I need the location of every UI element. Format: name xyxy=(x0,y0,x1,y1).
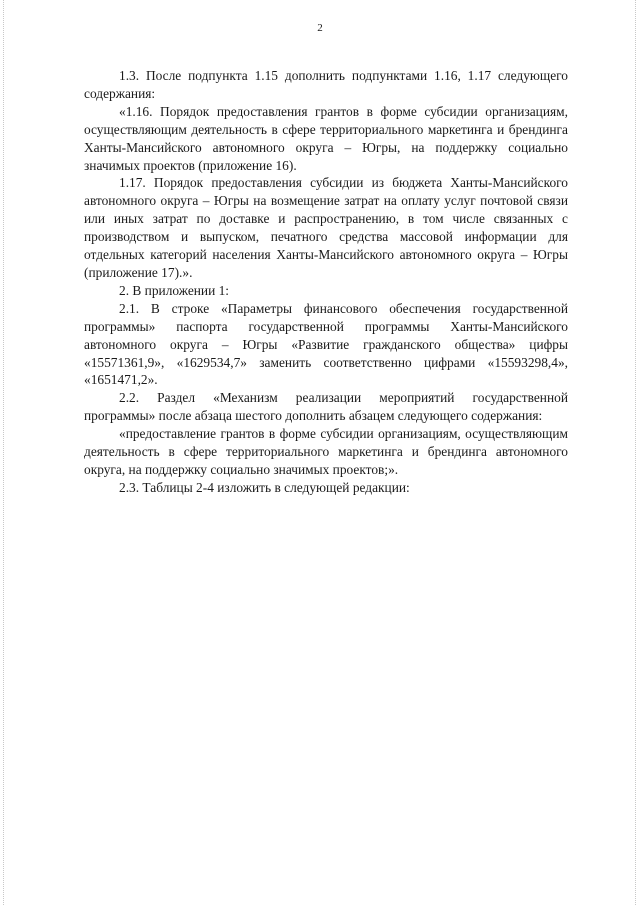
paragraph-1-16: «1.16. Порядок предоставления грантов в форме субсидии организациям, осуществляющим деятельность в сфере территориального маркетинга и брендинга Ханты-Мансийского автономного округа – Югры, на поддержку социально значимых проектов (приложение 16). xyxy=(84,103,568,173)
paragraph-1-17: 1.17. Порядок предоставления субсидии из бюджета Ханты-Мансийского автономного округа – Югры на возмещение затрат на оплату услуг почтовой связи или иных затрат по доставке и распространению, в том числе связанных с производством и выпуском, печатного средства массовой информации для отдельных категорий населения Ханты-Мансийского автономного округа – Югры (приложение 17).». xyxy=(84,175,568,280)
page-number: 2 xyxy=(317,22,323,34)
scan-edge-left xyxy=(3,0,5,905)
paragraph-2-1: 2.1. В строке «Параметры финансового обеспечения государственной программы» паспорта государственной программы Ханты-Мансийского автономного округа – Югры «Развитие гражданского общества» цифры «15571361,9», «1629534,7» заменить соответственно цифрами «15593298,4», «1651471,2». xyxy=(84,300,568,388)
paragraph-1-3: 1.3. После подпункта 1.15 дополнить подпунктами 1.16, 1.17 следующего содержания: xyxy=(84,68,568,101)
document-body xyxy=(84,67,568,497)
paragraph-2-3: 2.3. Таблицы 2-4 изложить в следующей редакции: xyxy=(119,479,410,495)
paragraph-2-2-insert: «предоставление грантов в форме субсидии организациям, осуществляющим деятельность в сфере территориального маркетинга и брендинга автономного округа, на поддержку социально значимых проектов;». xyxy=(84,426,568,477)
paragraph-2-2: 2.2. Раздел «Механизм реализации мероприятий государственной программы» после абзаца шестого дополнить абзацем следующего содержания: xyxy=(84,390,568,424)
scan-edge-right xyxy=(635,0,637,905)
paragraph-2: 2. В приложении 1: xyxy=(119,282,230,298)
